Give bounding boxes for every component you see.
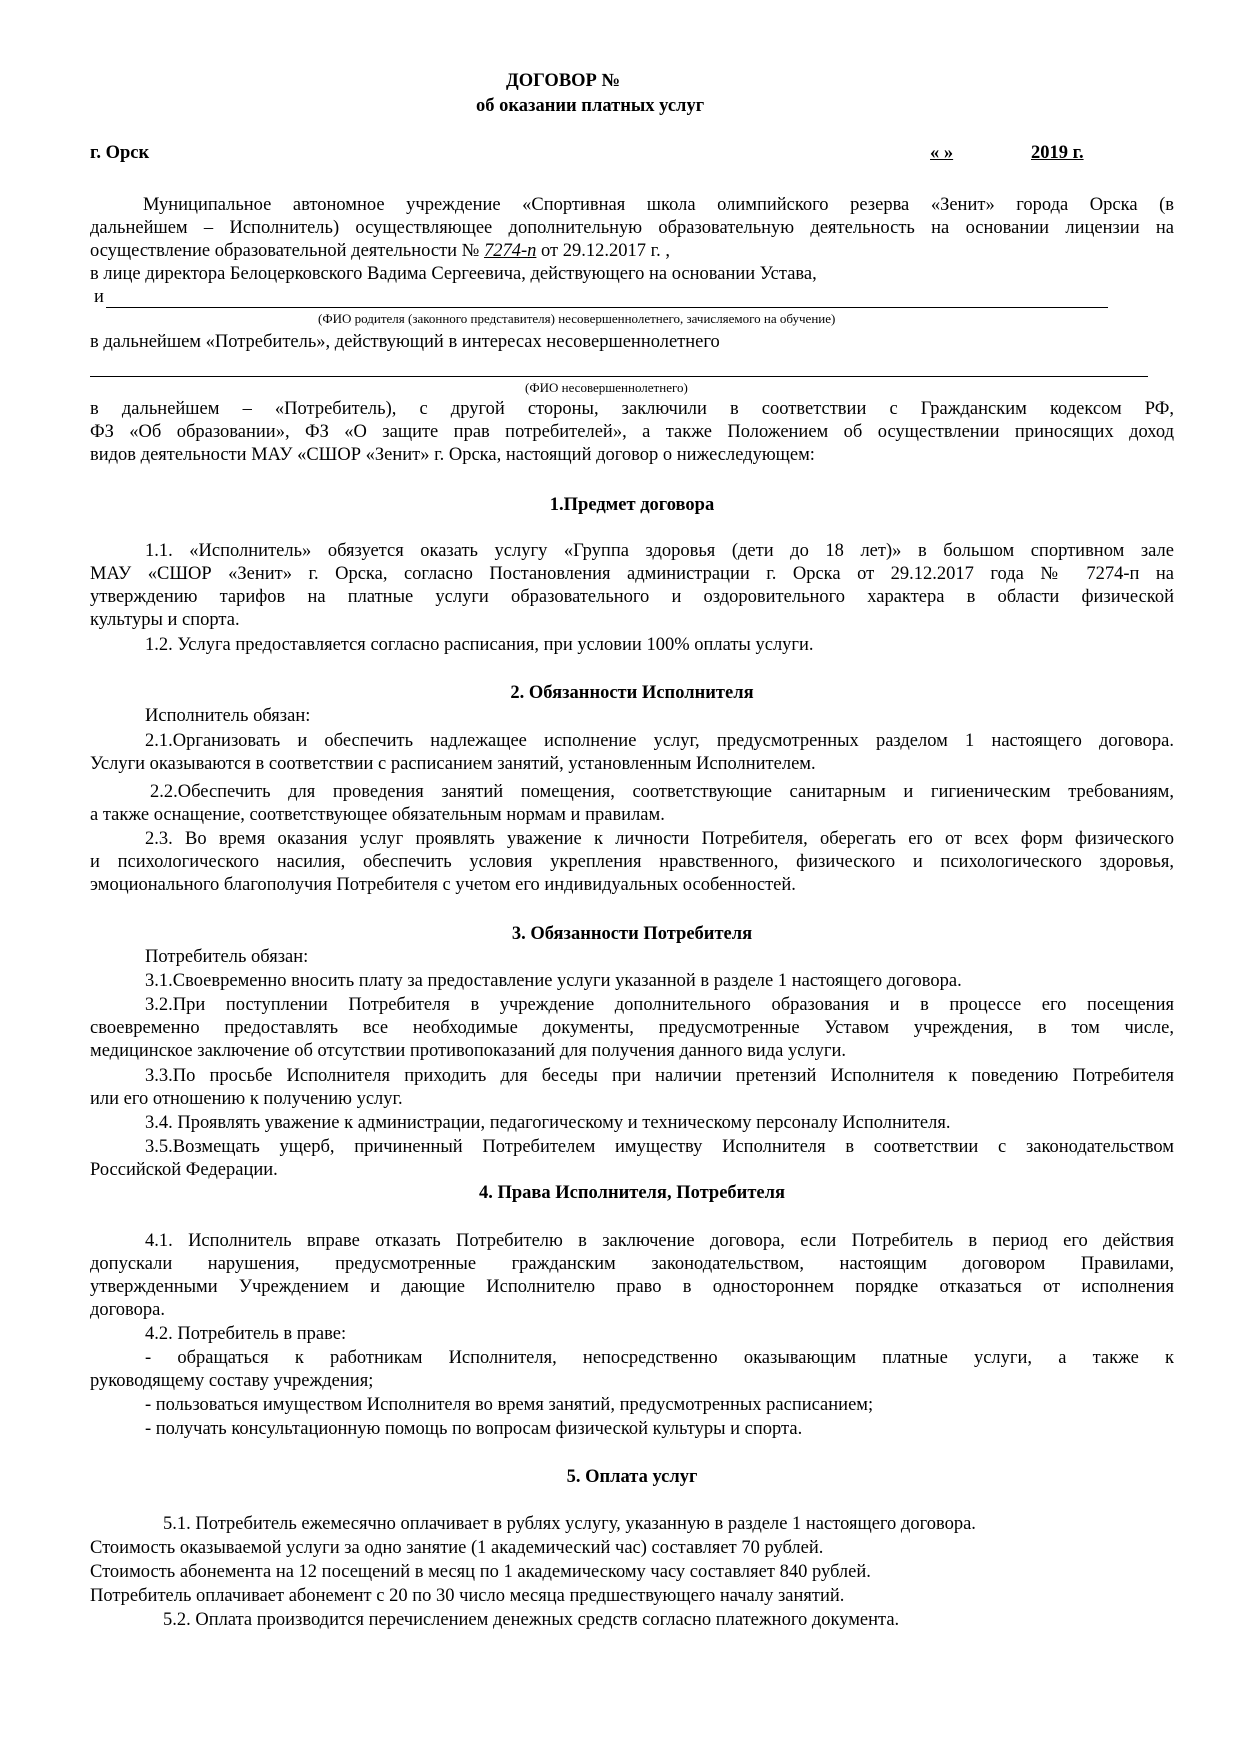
intro-line-9: видов деятельности МАУ «СШОР «Зенит» г. Орска, настоящий договор о нижеследующем: xyxy=(90,445,815,465)
city: г. Орск xyxy=(90,143,150,163)
s3-line-6: или его отношению к получению услуг. xyxy=(90,1089,403,1109)
s1-line-1: 1.1. «Исполнитель» обязуется оказать услугу «Группа здоровья (дети до 18 лет)» в большом спортивном зале xyxy=(145,541,1174,561)
intro-line-2: дальнейшем – Исполнитель) осуществляющее дополнительную образовательную деятельность на основании лицензии на xyxy=(90,218,1174,238)
s2-line-0: Исполнитель обязан: xyxy=(145,706,311,726)
s1-line-4: культуры и спорта. xyxy=(90,610,240,630)
s3-line-4: медицинское заключение об отсутствии противопоказаний для получения данного вида услуги. xyxy=(90,1041,847,1061)
s3-line-8: 3.5.Возмещать ущерб, причиненный Потребителем имуществу Исполнителя в соответствии с законодательством xyxy=(145,1137,1174,1157)
date-quotes: « » xyxy=(930,143,954,163)
s2-line-6: и психологического насилия, обеспечить условия укрепления нравственного, физического и психологического здоровья, xyxy=(90,852,1174,872)
s2-line-7: эмоционального благополучия Потребителя с учетом его индивидуальных особенностей. xyxy=(90,875,796,895)
s4-line-1: 4.1. Исполнитель вправе отказать Потребителю в заключение договора, если Потребитель в период его действия xyxy=(145,1231,1174,1251)
license-date: от 29.12.2017 г. , xyxy=(541,241,670,261)
s4-line-8: - пользоваться имуществом Исполнителя во время занятий, предусмотренных расписанием; xyxy=(145,1395,874,1415)
s3-line-2: 3.2.При поступлении Потребителя в учреждение дополнительного образования и в процессе его посещения xyxy=(145,995,1174,1015)
parent-caption: (ФИО родителя (законного представителя) несовершеннолетнего, зачисляемого на обучение) xyxy=(318,311,836,326)
s2-line-1: 2.1.Организовать и обеспечить надлежащее исполнение услуг, предусмотренных разделом 1 настоящего договора. xyxy=(145,731,1174,751)
intro-line-4: в лице директора Белоцерковского Вадима Сергеевича, действующего на основании Устава, xyxy=(90,264,817,284)
s4-line-7: руководящему составу учреждения; xyxy=(90,1371,374,1391)
s3-line-9: Российской Федерации. xyxy=(90,1160,278,1180)
s2-line-4: а также оснащение, соответствующее обязательным нормам и правилам. xyxy=(90,805,665,825)
s3-line-1: 3.1.Своевременно вносить плату за предоставление услуги указанной в разделе 1 настоящего договора. xyxy=(145,971,962,991)
section-5-title: 5. Оплата услуг xyxy=(566,1467,698,1487)
license-label: осуществление образовательной деятельности № xyxy=(90,241,480,261)
s3-line-0: Потребитель обязан: xyxy=(145,947,309,967)
s2-line-3: 2.2.Обеспечить для проведения занятий помещения, соответствующие санитарным и гигиеническим требованиям, xyxy=(150,782,1174,802)
intro-line-8: ФЗ «Об образовании», ФЗ «О защите прав потребителей», а также Положением об осуществлении приносящих доход xyxy=(90,422,1174,442)
intro-line-5: и xyxy=(94,287,104,307)
contract-subtitle: об оказании платных услуг xyxy=(476,96,705,116)
section-2-title: 2. Обязанности Исполнителя xyxy=(510,683,754,703)
s5-line-2: Стоимость оказываемой услуги за одно занятие (1 академический час) составляет 70 рублей. xyxy=(90,1538,824,1558)
s1-line-5: 1.2. Услуга предоставляется согласно расписания, при условии 100% оплаты услуги. xyxy=(145,635,814,655)
s5-line-3: Стоимость абонемента на 12 посещений в месяц по 1 академическому часу составляет 840 рублей. xyxy=(90,1562,871,1582)
s5-line-5: 5.2. Оплата производится перечислением денежных средств согласно платежного документа. xyxy=(163,1610,900,1630)
intro-line-3 xyxy=(90,240,670,262)
s3-line-7: 3.4. Проявлять уважение к администрации, педагогическому и техническому персоналу Исполнителя. xyxy=(145,1113,951,1133)
parent-name-line xyxy=(106,307,1108,308)
s4-line-4: договора. xyxy=(90,1300,165,1320)
section-3-title: 3. Обязанности Потребителя xyxy=(511,924,753,944)
s3-line-3: своевременно предоставлять все необходимые документы, предусмотренные Уставом учреждения, в том числе, xyxy=(90,1018,1174,1038)
s4-line-9: - получать консультационную помощь по вопросам физической культуры и спорта. xyxy=(145,1419,803,1439)
section-1-title: 1.Предмет договора xyxy=(549,495,715,515)
license-number: 7274-п xyxy=(483,241,537,261)
minor-name-line xyxy=(90,376,1148,377)
section-4-title: 4. Права Исполнителя, Потребителя xyxy=(479,1183,785,1203)
intro-line-6: в дальнейшем «Потребитель», действующий в интересах несовершеннолетнего xyxy=(90,332,720,352)
s4-line-5: 4.2. Потребитель в праве: xyxy=(145,1324,347,1344)
s5-line-1: 5.1. Потребитель ежемесячно оплачивает в рублях услугу, указанную в разделе 1 настоящего договора. xyxy=(163,1514,976,1534)
s2-line-5: 2.3. Во время оказания услуг проявлять уважение к личности Потребителя, оберегать его от всех форм физического xyxy=(145,829,1174,849)
date-year: 2019 г. xyxy=(1031,143,1084,163)
s4-line-6: - обращаться к работникам Исполнителя, непосредственно оказывающим платные услуги, а также к xyxy=(145,1348,1174,1368)
s4-line-2: допускали нарушения, предусмотренные гражданским законодательством, настоящим договором Правилами, xyxy=(90,1254,1174,1274)
s1-line-3: утверждению тарифов на платные услуги образовательного и оздоровительного характера в области физической xyxy=(90,587,1174,607)
s5-line-4: Потребитель оплачивает абонемент с 20 по 30 число месяца предшествующего началу занятий. xyxy=(90,1586,845,1606)
intro-line-7: в дальнейшем – «Потребитель), с другой стороны, заключили в соответствии с Гражданским кодексом РФ, xyxy=(90,399,1174,419)
s4-line-3: утвержденными Учреждением и дающие Исполнителю право в одностороннем порядке отказаться от исполнения xyxy=(90,1277,1174,1297)
s1-line-2: МАУ «СШОР «Зенит» г. Орска, согласно Постановления администрации г. Орска от 29.12.2017 года № 7274-п на xyxy=(90,564,1174,584)
s2-line-2: Услуги оказываются в соответствии с расписанием занятий, установленным Исполнителем. xyxy=(90,754,816,774)
contract-title: ДОГОВОР № xyxy=(506,71,621,91)
intro-line-1: Муниципальное автономное учреждение «Спортивная школа олимпийского резерва «Зенит» города Орска (в xyxy=(143,195,1174,215)
minor-caption: (ФИО несовершеннолетнего) xyxy=(525,380,688,395)
s3-line-5: 3.3.По просьбе Исполнителя приходить для беседы при наличии претензий Исполнителя к поведению Потребителя xyxy=(145,1066,1174,1086)
